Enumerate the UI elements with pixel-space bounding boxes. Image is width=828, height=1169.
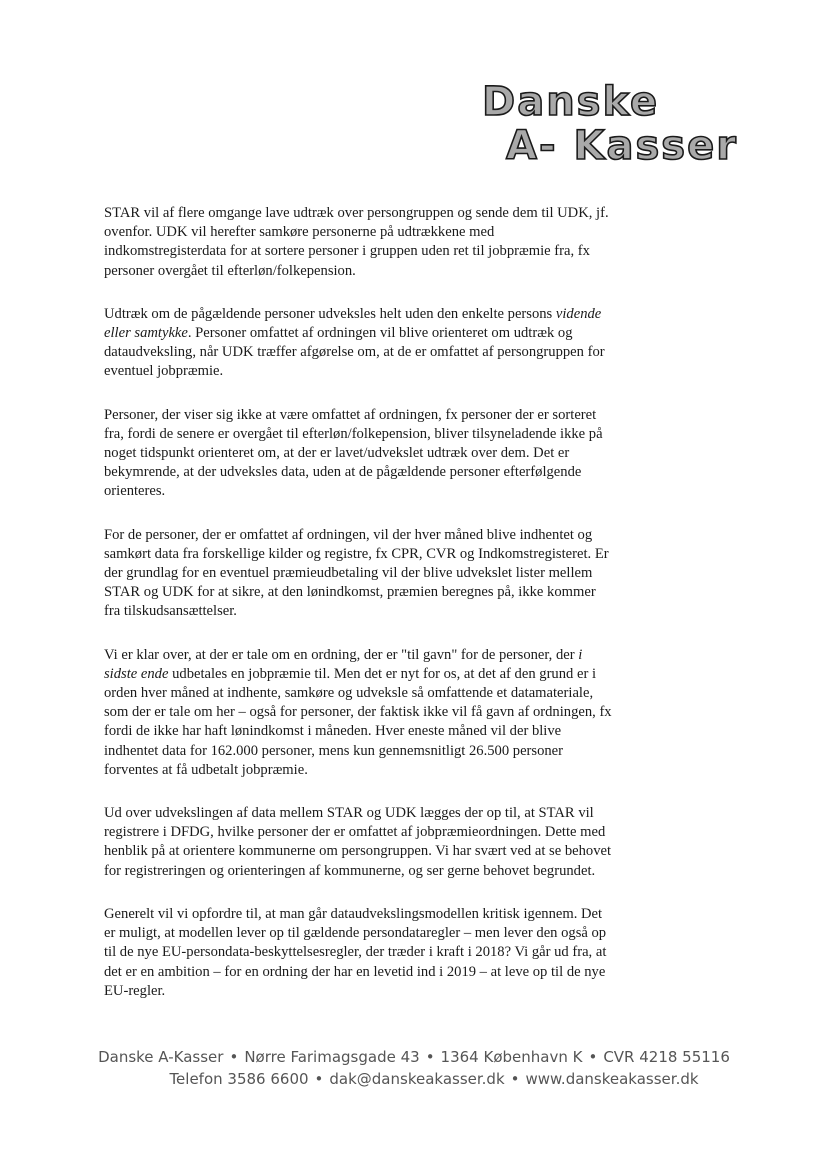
paragraph-4: For de personer, der er omfattet af ordningen, vil der hver måned blive indhentet og samkørt data fra forskellige kilder og registre, fx CPR, CVR og Indkomstregisteret. Er der grundlag for en eventuel præmieudbetaling vil der blive udvekslet lister mellem STAR og UDK for at sikre, at den lønindkomst, præmien beregnes på, ikke kommer fra tilskudsansættelser. [104, 526, 609, 620]
footer-separator: • [425, 1048, 435, 1066]
paragraph-5-part-a: Vi er klar over, at der er tale om en ordning, der er "til gavn" for de personer, der [104, 646, 579, 663]
footer-separator: • [510, 1070, 520, 1088]
paragraph-3: Personer, der viser sig ikke at være omfattet af ordningen, fx personer der er sorteret fra, fordi de senere er overgået til efterløn/folkepension, bliver tilsyneladende ikke på noget tidspunkt orienteret om, at der er lavet/udvekslet udtræk over dem. Det er bekymrende, at der udveksles data, uden at de pågældende personer efterfølgende orienteres. [104, 406, 603, 500]
footer-separator: • [314, 1070, 324, 1088]
paragraph-5 [104, 646, 614, 780]
footer-org: Danske A-Kasser [98, 1048, 224, 1066]
paragraph-2-part-a: Udtræk om de pågældende personer udveksles helt uden den enkelte persons [104, 305, 556, 322]
paragraph-5-emphasis: i sidste ende [104, 646, 583, 682]
footer-address: Nørre Farimagsgade 43 [244, 1048, 420, 1066]
footer-city: 1364 København K [440, 1048, 583, 1066]
paragraph-2-emphasis: vidende eller samtykke [104, 305, 602, 342]
footer-web: www.danskeakasser.dk [525, 1070, 699, 1088]
paragraph-1: STAR vil af flere omgange lave udtræk over persongruppen og sende dem til UDK, jf. ovenfor. UDK vil herefter samkøre personerne på udtrækkene med indkomstregisterdata for at sortere personer i gruppen uden ret til jobpræmie fra, fx personer overgået til efterløn/folkepension. [104, 205, 609, 279]
logo-line-1: Danske [482, 79, 660, 125]
footer-cvr: CVR 4218 55116 [603, 1048, 730, 1066]
paragraph-2-part-c: . Personer omfattet af ordningen vil blive orienteret om udtræk og dataudveksling, når UDK træffer afgørelse om, at de er omfattet af persongruppen for eventuel jobpræmie. [104, 325, 605, 380]
letter-body [104, 204, 614, 1025]
paragraph-7: Generelt vil vi opfordre til, at man går dataudvekslingsmodellen kritisk igennem. Det er muligt, at modellen lever op til gældende persondataregler – men lever den også op til de nye EU-persondata-beskyttelsesregler, der træder i kraft i 2018? Vi går ud fra, at det er en ambition – for en ordning der har en levetid ind i 2019 – at leve op til de nye EU-regler. [104, 905, 607, 999]
paragraph-5-part-c: udbetales en jobpræmie til. Men det er nyt for os, at det af den grund er i orden hver måned at indhente, samkøre og udveksle så omfattende et datamateriale, som der er tale om her – også for personer, der faktisk ikke vil få gavn af ordningen, fx fordi de ikke har haft lønindkomst i måneden. Hver eneste måned vil der blive indhentet data for 162.000 personer, mens kun gennemsnitligt 26.500 personer forventes at få udbetalt jobpræmie. [104, 665, 612, 778]
footer-separator: • [229, 1048, 239, 1066]
footer-separator: • [588, 1048, 598, 1066]
footer-row-2 [0, 1068, 828, 1090]
letter-footer [0, 1046, 828, 1090]
logo-line-2: A- Kasser [506, 123, 738, 169]
paragraph-2 [104, 305, 614, 382]
paragraph-6: Ud over udvekslingen af data mellem STAR og UDK lægges der op til, at STAR vil registrere i DFDG, hvilke personer der er omfattet af jobpræmieordningen. Dette med henblik på at orientere kommunerne om persongruppen. Vi har svært ved at se behovet for registreringen og orienteringen af kommunerne, og ser gerne behovet begrundet. [104, 805, 612, 879]
footer-row-1 [0, 1046, 828, 1068]
footer-phone: Telefon 3586 6600 [169, 1070, 309, 1088]
danske-a-kasser-logo [482, 79, 762, 172]
footer-email: dak@danskeakasser.dk [329, 1070, 505, 1088]
